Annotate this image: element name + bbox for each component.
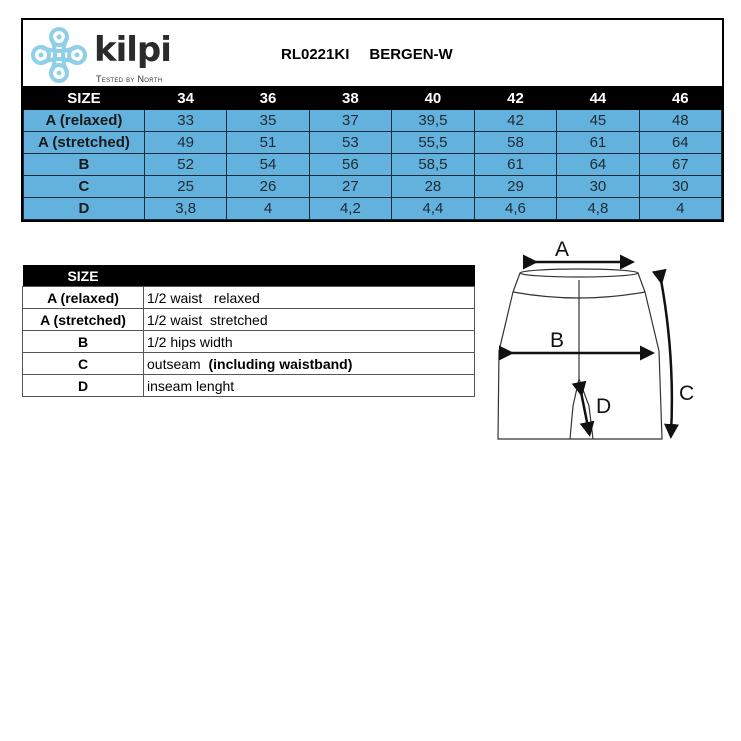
table-cell: 48: [639, 110, 721, 132]
size-table: [23, 86, 722, 220]
table-cell: 61: [474, 154, 556, 176]
legend-header-blank: [144, 265, 475, 287]
table-cell: 27: [309, 176, 391, 198]
size-header-cell: 40: [392, 87, 475, 110]
table-cell: 4,8: [557, 198, 639, 220]
table-cell: 4,4: [392, 198, 475, 220]
legend-key: A (relaxed): [23, 287, 144, 309]
table-row: [24, 154, 722, 176]
table-cell: 30: [557, 176, 639, 198]
legend-desc-text: 1/2 hips width: [147, 333, 233, 350]
size-header-cell: 46: [639, 87, 721, 110]
legend-key: A (stretched): [23, 309, 144, 331]
legend-desc-text: inseam lenght: [147, 377, 235, 394]
shorts-measurement-diagram: [493, 232, 703, 447]
label-b: B: [550, 329, 565, 352]
label-a: A: [555, 238, 570, 261]
legend-desc: [144, 309, 475, 331]
legend-header-row: [23, 265, 475, 287]
legend-desc: [144, 353, 475, 375]
legend-desc-text: 1/2 waist stretched: [147, 311, 268, 328]
size-header-cell: 34: [144, 87, 226, 110]
row-label: D: [24, 198, 145, 220]
table-cell: 64: [639, 132, 721, 154]
table-cell: 29: [474, 176, 556, 198]
legend-row: [23, 375, 475, 397]
table-row: [24, 132, 722, 154]
label-c: C: [679, 382, 695, 405]
legend-row: [23, 331, 475, 353]
measurement-legend-table: [22, 265, 475, 397]
table-cell: 25: [144, 176, 226, 198]
product-code: RL0221KI: [281, 46, 350, 63]
product-name: BERGEN-W: [369, 46, 453, 63]
size-header-cell: 42: [474, 87, 556, 110]
measure-arrow-c: [661, 280, 672, 434]
table-cell: 4: [227, 198, 309, 220]
table-cell: 58: [474, 132, 556, 154]
legend-key: C: [23, 353, 144, 375]
table-cell: 49: [144, 132, 226, 154]
table-cell: 28: [392, 176, 475, 198]
table-cell: 39,5: [392, 110, 475, 132]
row-label: C: [24, 176, 145, 198]
row-label: A (stretched): [24, 132, 145, 154]
table-cell: 30: [639, 176, 721, 198]
legend-key: B: [23, 331, 144, 353]
table-cell: 42: [474, 110, 556, 132]
table-cell: 56: [309, 154, 391, 176]
table-cell: 67: [639, 154, 721, 176]
table-row: [24, 176, 722, 198]
legend-desc-text: outseam: [147, 355, 209, 372]
table-cell: 4,2: [309, 198, 391, 220]
brand-logo: [28, 24, 178, 86]
table-cell: 4,6: [474, 198, 556, 220]
table-row: [24, 110, 722, 132]
size-header-row: [24, 87, 722, 110]
legend-row: [23, 287, 475, 309]
legend-row: [23, 353, 475, 375]
legend-desc-bold: (including waistband): [208, 355, 353, 372]
legend-row: [23, 309, 475, 331]
row-label: B: [24, 154, 145, 176]
table-row: [24, 198, 722, 220]
celtic-knot-icon: [28, 24, 90, 86]
size-chart-frame: [21, 18, 724, 222]
table-cell: 54: [227, 154, 309, 176]
row-label: A (relaxed): [24, 110, 145, 132]
table-cell: 26: [227, 176, 309, 198]
table-cell: 61: [557, 132, 639, 154]
table-cell: 53: [309, 132, 391, 154]
table-cell: 35: [227, 110, 309, 132]
measure-arrow-d: [581, 392, 589, 432]
table-cell: 52: [144, 154, 226, 176]
legend-desc: [144, 375, 475, 397]
legend-desc-text: 1/2 waist relaxed: [147, 289, 260, 306]
brand-tagline: Tested by North: [96, 74, 163, 84]
table-cell: 33: [144, 110, 226, 132]
legend-header-label: SIZE: [23, 265, 144, 287]
table-cell: 3,8: [144, 198, 226, 220]
table-cell: 4: [639, 198, 721, 220]
size-header-cell: 44: [557, 87, 639, 110]
label-d: D: [596, 395, 612, 418]
table-cell: 45: [557, 110, 639, 132]
table-cell: 55,5: [392, 132, 475, 154]
product-title: [281, 46, 473, 63]
legend-desc: [144, 331, 475, 353]
table-cell: 37: [309, 110, 391, 132]
size-header-cell: 36: [227, 87, 309, 110]
table-cell: 58,5: [392, 154, 475, 176]
legend-desc: [144, 287, 475, 309]
table-cell: 51: [227, 132, 309, 154]
legend-key: D: [23, 375, 144, 397]
brand-name: kilpi: [94, 30, 171, 70]
table-cell: 64: [557, 154, 639, 176]
size-header-label: SIZE: [24, 87, 145, 110]
size-header-cell: 38: [309, 87, 391, 110]
